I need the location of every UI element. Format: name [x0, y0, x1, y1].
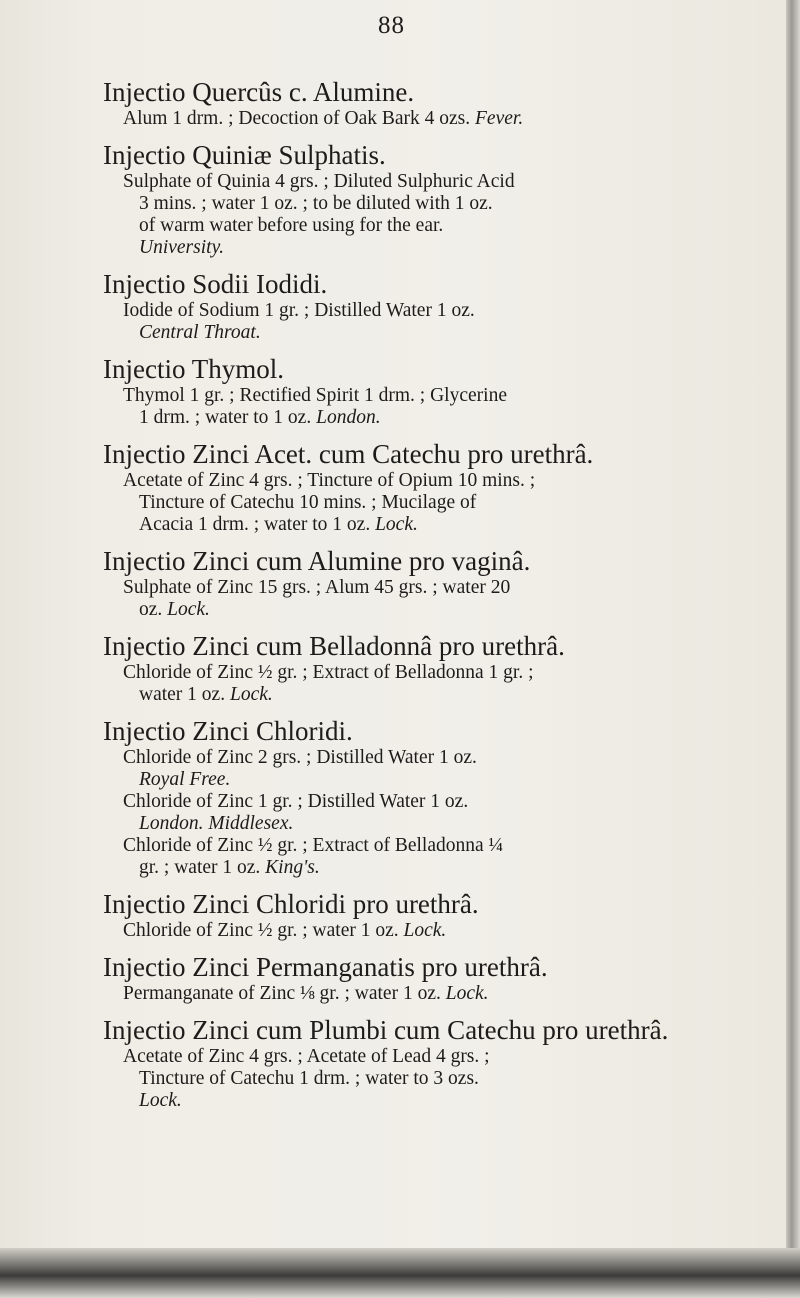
entry-line: oz. Lock.	[139, 599, 210, 620]
entry-line: 1 drm. ; water to 1 oz. London.	[139, 407, 381, 428]
entry-title: Injectio Zinci Chloridi.	[103, 716, 353, 746]
source-hospital: Lock.	[139, 1090, 182, 1111]
source-hospital: Lock.	[375, 514, 418, 535]
entry-zinci-belladonna	[103, 630, 763, 706]
entry-zinci-acet-catechu	[103, 438, 763, 536]
entry-line: Acacia 1 drm. ; water to 1 oz. Lock.	[139, 514, 418, 535]
entry-title: Injectio Sodii Iodidi.	[103, 269, 328, 299]
entry-quercus	[103, 76, 763, 130]
page-content	[103, 76, 763, 1121]
source-hospital: Fever.	[475, 108, 524, 129]
entry-line: Acetate of Zinc 4 grs. ; Acetate of Lead 4 grs. ;	[123, 1046, 490, 1067]
entry-zinci-alumine	[103, 545, 763, 621]
entry-line: Chloride of Zinc 2 grs. ; Distilled Water 1 oz.	[123, 747, 477, 768]
entry-line: Tincture of Catechu 1 drm. ; water to 3 ozs.	[139, 1068, 479, 1089]
source-hospital: Lock.	[445, 983, 489, 1004]
entry-quiniae	[103, 139, 763, 259]
page-number: 88	[378, 12, 405, 39]
page-edge-bottom	[0, 1248, 800, 1298]
entry-line: Chloride of Zinc 1 gr. ; Distilled Water 1 oz.	[123, 791, 469, 812]
entry-line: Tincture of Catechu 10 mins. ; Mucilage of	[139, 492, 477, 513]
entry-line: Iodide of Sodium 1 gr. ; Distilled Water 1 oz.	[123, 300, 475, 321]
source-hospital: Lock.	[229, 684, 273, 705]
source-hospital: London.	[316, 407, 381, 428]
entry-title: Injectio Quercûs c. Alumine.	[103, 77, 415, 107]
source-hospital: Central Throat.	[139, 322, 261, 343]
entry-line: gr. ; water 1 oz. King's.	[139, 857, 320, 878]
entry-title: Injectio Quiniæ Sulphatis.	[103, 140, 386, 170]
source-hospital: King's.	[265, 857, 320, 878]
entry-zinci-chloridi-urethra	[103, 888, 763, 942]
entry-line: Chloride of Zinc ½ gr. ; Extract of Belladonna 1 gr. ;	[123, 662, 534, 683]
source-hospital: Lock.	[167, 599, 210, 620]
source-hospital: London. Middlesex.	[139, 813, 294, 834]
entry-title: Injectio Zinci Permanganatis pro urethrâ.	[103, 952, 548, 982]
entry-title: Injectio Zinci cum Plumbi cum Catechu pro urethrâ.	[103, 1015, 669, 1045]
page-edge-right	[786, 0, 800, 1298]
entry-line: Alum 1 drm. ; Decoction of Oak Bark 4 ozs. Fever.	[123, 108, 524, 129]
entry-line: Thymol 1 gr. ; Rectified Spirit 1 drm. ; Glycerine	[123, 385, 507, 406]
source-hospital: University.	[139, 237, 225, 258]
entry-title: Injectio Zinci Chloridi pro urethrâ.	[103, 889, 479, 919]
entry-sodii-iodidi	[103, 268, 763, 344]
entry-title: Injectio Zinci cum Belladonnâ pro urethrâ.	[103, 631, 565, 661]
entry-line: of warm water before using for the ear.	[139, 215, 444, 236]
entry-thymol	[103, 353, 763, 429]
entry-line: Permanganate of Zinc ⅛ gr. ; water 1 oz. Lock.	[123, 983, 489, 1004]
entry-line: Chloride of Zinc ½ gr. ; Extract of Belladonna ¼	[123, 835, 504, 856]
entry-zinci-plumbi-catechu	[103, 1014, 763, 1112]
entry-zinci-chloridi	[103, 715, 763, 879]
entry-line: water 1 oz. Lock.	[139, 684, 273, 705]
entry-line: Acetate of Zinc 4 grs. ; Tincture of Opium 10 mins. ;	[123, 470, 536, 491]
entry-line: 3 mins. ; water 1 oz. ; to be diluted with 1 oz.	[139, 193, 493, 214]
entry-title: Injectio Zinci cum Alumine pro vaginâ.	[103, 546, 531, 576]
entry-line: Sulphate of Zinc 15 grs. ; Alum 45 grs. ; water 20	[123, 577, 511, 598]
entry-title: Injectio Zinci Acet. cum Catechu pro urethrâ.	[103, 439, 594, 469]
entry-zinci-permanganatis	[103, 951, 763, 1005]
entry-line: Chloride of Zinc ½ gr. ; water 1 oz. Lock.	[123, 920, 447, 941]
entry-line: Sulphate of Quinia 4 grs. ; Diluted Sulphuric Acid	[123, 171, 515, 192]
source-hospital: Royal Free.	[139, 769, 231, 790]
source-hospital: Lock.	[403, 920, 447, 941]
entry-title: Injectio Thymol.	[103, 354, 284, 384]
